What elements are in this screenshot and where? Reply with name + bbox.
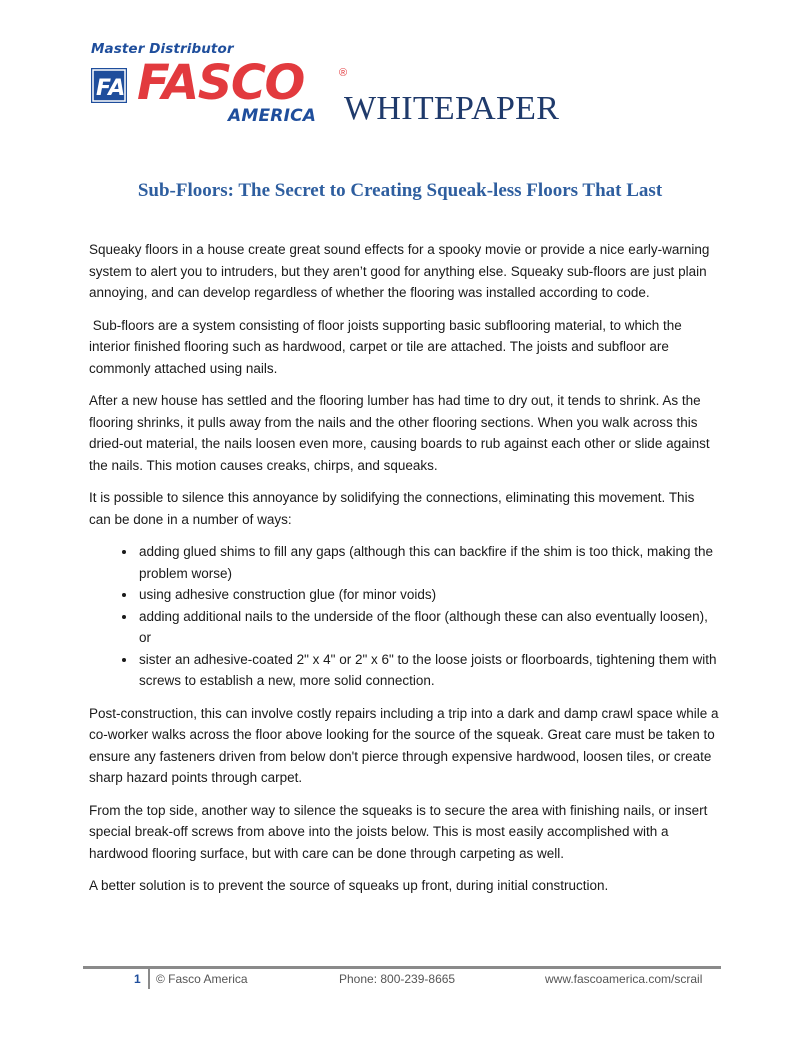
paragraph: A better solution is to prevent the source of squeaks up front, during initial construction.: [89, 878, 609, 893]
paragraph: After a new house has settled and the flooring lumber has had time to dry out, it tends to shrink. As the flooring shrinks, it pulls away from the nails and the other flooring sections. When you walk across this dried-out material, the nails loosen even more, causing boards to rub against each other or slide against the nails. This motion causes creaks, chirps, and squeaks.: [89, 393, 710, 473]
registered-mark: ®: [339, 67, 348, 79]
paragraph: Sub-floors are a system consisting of floor joists supporting basic subflooring material, to which the interior finished flooring such as hardwood, carpet or tile are attached. The joists and subfloor are commonly attached using nails.: [89, 317, 686, 376]
master-distributor-label: Master Distributor: [91, 41, 234, 57]
bullet-list: [89, 541, 719, 692]
page-number: 1: [134, 972, 141, 986]
phone-text: Phone: 800-239-8665: [339, 972, 456, 986]
doc-type-label: WHITEPAPER: [344, 90, 560, 127]
page-footer: [83, 971, 721, 991]
paragraph: Post-construction, this can involve costly repairs including a trip into a dark and damp crawl space while a co-worker walks across the floor above looking for the source of the squeak. Great care must be taken to ensure any fasteners driven from below don't pierce through expensive hardwood, loosen tiles, or create sharp hazard points through carpet.: [89, 705, 719, 785]
list-item: • using adhesive construction glue (for minor voids): [137, 584, 719, 606]
paragraph: Squeaky floors in a house create great sound effects for a spooky movie or provide a nice early-warning system to alert you to intruders, but they aren’t good for anything else. Squeaky sub-floors are just plain annoying, and can develop regardless of whether the flooring was installed according to code.: [89, 242, 710, 300]
fa-logo-icon: [91, 68, 127, 103]
document-title: Sub-Floors: The Secret to Creating Squeak-less Floors That Last: [137, 180, 663, 201]
svg-text:FA: FA: [96, 76, 126, 101]
footer-divider: [83, 966, 721, 969]
website-link[interactable]: www.fascoamerica.com/scrail: [545, 972, 703, 986]
list-item: • sister an adhesive-coated 2" x 4" or 2" x 6" to the loose joists or floorboards, tightening them with screws to establish a new, more solid connection.: [137, 649, 719, 692]
fasco-logo: [88, 40, 608, 130]
footer-separator: [148, 969, 150, 989]
brand-sub: AMERICA: [228, 106, 317, 126]
brand-name: FASCO: [137, 55, 304, 111]
document-body: [89, 239, 719, 908]
list-item: • adding glued shims to fill any gaps (although this can backfire if the shim is too thick, making the problem worse): [137, 541, 719, 584]
list-item: • adding additional nails to the underside of the floor (although these can also eventually loosen), or: [137, 606, 719, 649]
copyright-text: © Fasco America: [156, 972, 248, 986]
paragraph: From the top side, another way to silence the squeaks is to secure the area with finishing nails, or insert special break-off screws from above into the joists below. This is most easily accomplished with a hardwood flooring surface, but with care can be done through carpeting as well.: [89, 802, 708, 861]
paragraph: It is possible to silence this annoyance by solidifying the connections, eliminating this movement. This can be done in a number of ways:: [89, 490, 695, 527]
